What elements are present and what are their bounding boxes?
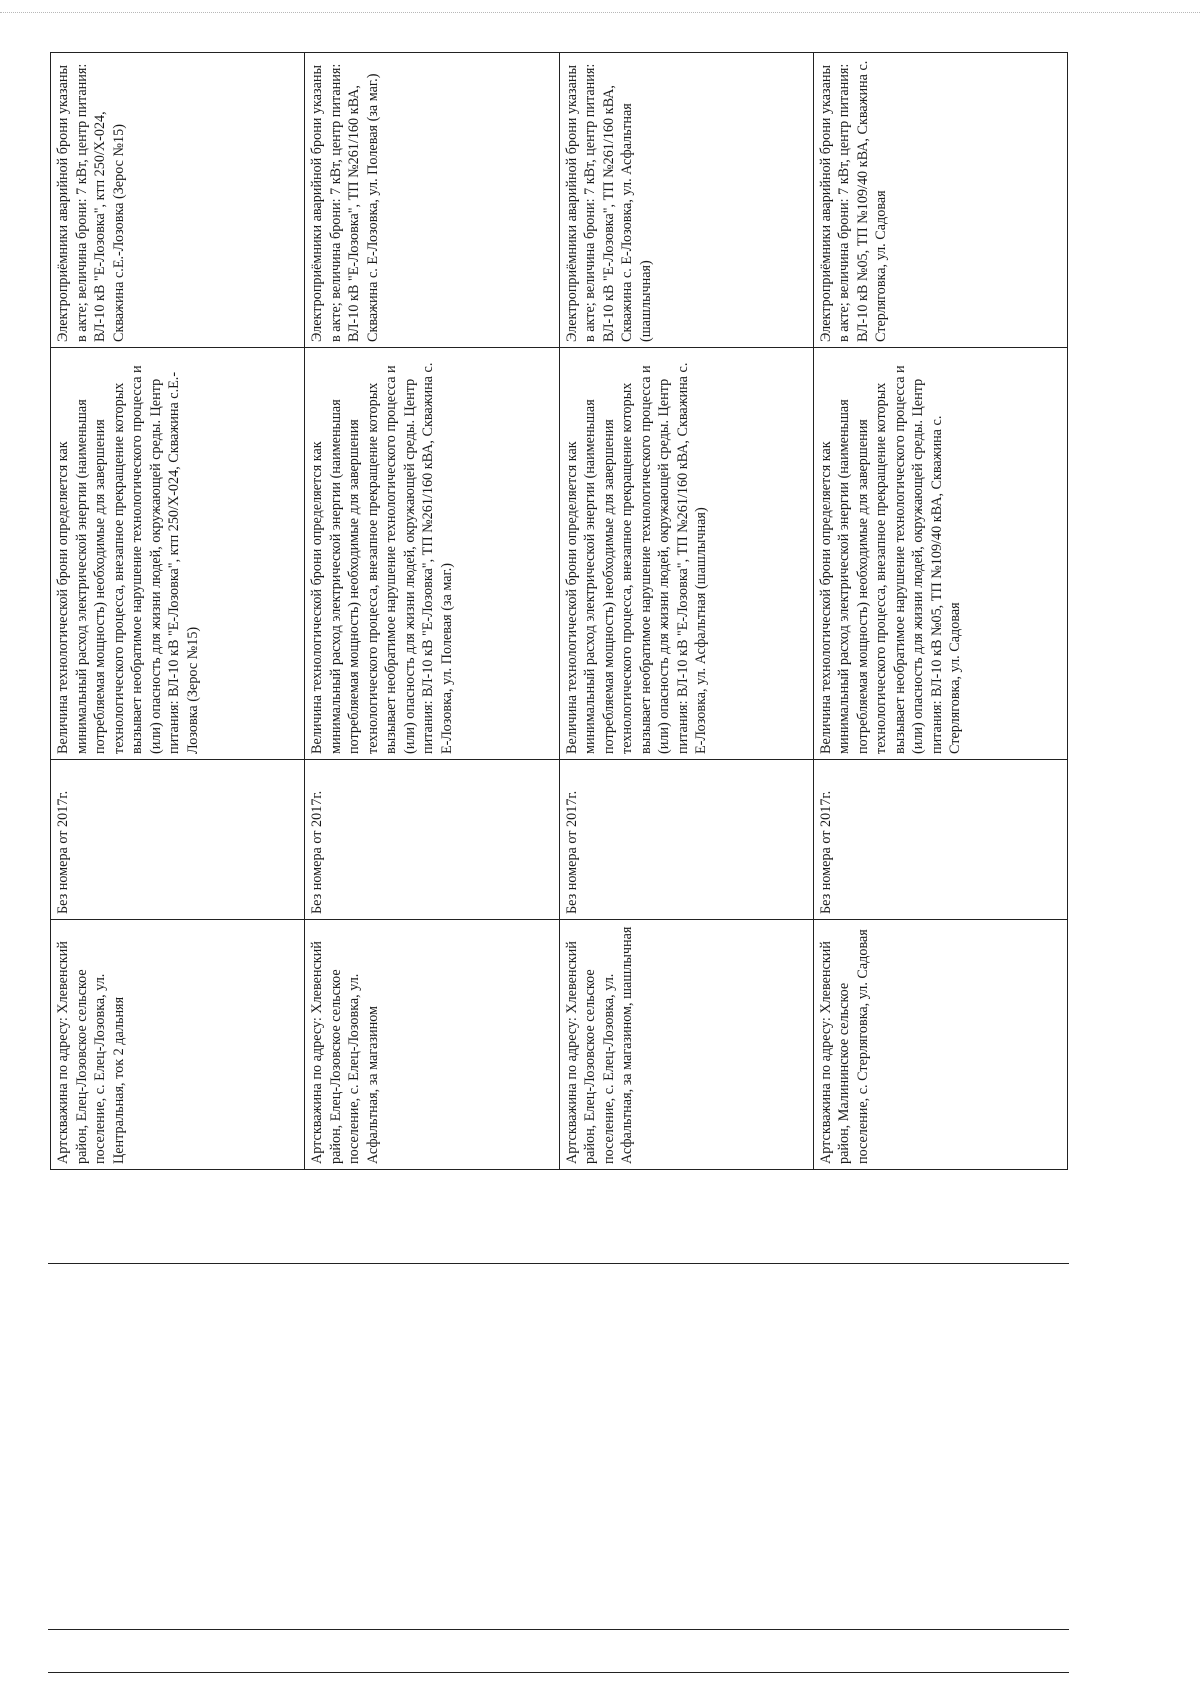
technological-reserve-cell: Величина технологической брони определяется как минимальный расход электрической энергии (наименьшая потребляемая мощность) необходимые для завершения технологического процесса, внезапное прекращение которых вызывает необратимое нарушение технологического процесса и (или) опасность для жизни людей, окружающей среды. Центр питания: ВЛ-10 кВ "Е-Лозовка", ктп 250/Х-024, Скважина с.Е.-Лозовка (Зерос №15) — [51, 348, 305, 760]
signature-line — [48, 1629, 1069, 1630]
emergency-reserve-cell: Электроприёмники аварийной брони указаны в акте; величина брони: 7 кВт, центр питания: ВЛ-10 кВ "Е-Лозовка", ктп 250/Х-024, Скважина с.Е.-Лозовка (Зерос №15) — [51, 53, 305, 348]
act-cell: Без номера от 2017г. — [51, 760, 305, 920]
table-row — [559, 53, 813, 1170]
emergency-reserve-cell: Электроприёмники аварийной брони указаны в акте; величина брони: 7 кВт, центр питания: ВЛ-10 кВ №05, ТП №109/40 кВА, Скважина с. Стерляговка, ул. Садовая — [813, 53, 1067, 348]
act-cell: Без номера от 2017г. — [559, 760, 813, 920]
act-cell: Без номера от 2017г. — [813, 760, 1067, 920]
table-row — [51, 53, 305, 1170]
technological-reserve-cell: Величина технологической брони определяется как минимальный расход электрической энергии (наименьшая потребляемая мощность) необходимые для завершения технологического процесса, внезапное прекращение которых вызывает необратимое нарушение технологического процесса и (или) опасность для жизни людей, окружающей среды. Центр питания: ВЛ-10 кВ "Е-Лозовка", ТП №261/160 кВА, Скважина с. Е-Лозовка, ул. Полевая (за маг.) — [305, 348, 559, 760]
scan-top-border — [0, 12, 1200, 13]
object-cell: Артскважина по адресу: Хлевенский район, Малининское сельское поселение, с. Стерляговка, ул. Садовая — [813, 920, 1067, 1170]
signature-line — [48, 1263, 1069, 1264]
technological-reserve-cell: Величина технологической брони определяется как минимальный расход электрической энергии (наименьшая потребляемая мощность) необходимые для завершения технологического процесса, внезапное прекращение которых вызывает необратимое нарушение технологического процесса и (или) опасность для жизни людей, окружающей среды. Центр питания: ВЛ-10 кВ "Е-Лозовка", ТП №261/160 кВА, Скважина с. Е-Лозовка, ул. Асфальтная (шашлычная) — [559, 348, 813, 760]
reservation-table — [50, 52, 1068, 1170]
act-cell: Без номера от 2017г. — [305, 760, 559, 920]
table-row — [813, 53, 1067, 1170]
technological-reserve-cell: Величина технологической брони определяется как минимальный расход электрической энергии (наименьшая потребляемая мощность) необходимые для завершения технологического процесса, внезапное прекращение которых вызывает необратимое нарушение технологического процесса и (или) опасность для жизни людей, окружающей среды. Центр питания: ВЛ-10 кВ №05, ТП №109/40 кВА, Скважина с. Стерляговка, ул. Садовая — [813, 348, 1067, 760]
object-cell: Артскважина по адресу: Хлевенский район, Елец-Лозовское сельское поселение, с. Елец-Лозовка, ул. Асфальтная, за магазином — [305, 920, 559, 1170]
object-cell: Артскважина по адресу: Хлевенский район, Елец-Лозовское сельское поселение, с. Елец-Лозовка, ул. Асфальтная, за магазином, шашлычная — [559, 920, 813, 1170]
table-row — [305, 53, 559, 1170]
rotated-table-container — [50, 53, 1068, 1170]
emergency-reserve-cell: Электроприёмники аварийной брони указаны в акте; величина брони: 7 кВт, центр питания: ВЛ-10 кВ "Е-Лозовка", ТП №261/160 кВА, Скважина с. Е-Лозовка, ул. Полевая (за маг.) — [305, 53, 559, 348]
signature-line — [48, 1672, 1069, 1673]
object-cell: Артскважина по адресу: Хлевенский район, Елец-Лозовское сельское поселение, с. Елец-Лозовка, ул. Центральная, ток 2 дальняя — [51, 920, 305, 1170]
emergency-reserve-cell: Электроприёмники аварийной брони указаны в акте; величина брони: 7 кВт, центр питания: ВЛ-10 кВ "Е-Лозовка", ТП №261/160 кВА, Скважина с. Е-Лозовка, ул. Асфальтная (шашлычная) — [559, 53, 813, 348]
